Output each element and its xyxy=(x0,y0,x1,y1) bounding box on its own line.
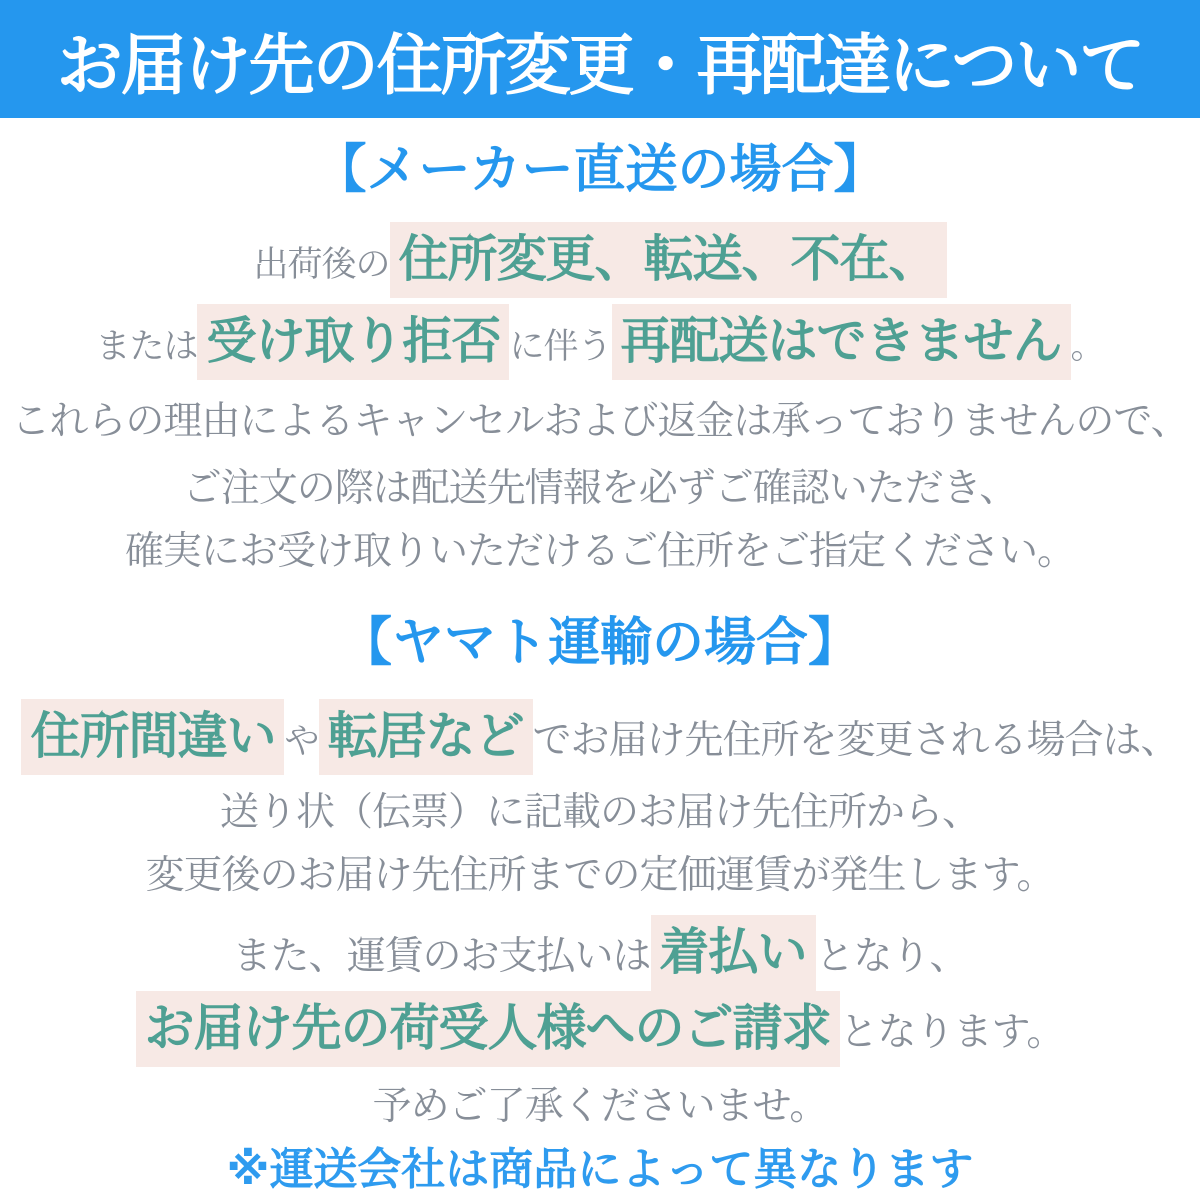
text-run: 送り状（伝票）に記載のお届け先住所から、 xyxy=(219,790,980,835)
page-title-banner xyxy=(0,0,1200,118)
body-line xyxy=(0,466,1200,511)
section-maker-direct xyxy=(0,140,1200,574)
body-line xyxy=(0,312,1200,370)
body-line xyxy=(0,399,1200,444)
body-line xyxy=(0,230,1200,288)
text-run: 確実にお受け取りいただけるご住所をご指定ください。 xyxy=(124,529,1075,574)
text-run: や xyxy=(284,722,319,762)
text-run: となり、 xyxy=(815,934,968,979)
body-line xyxy=(0,707,1200,765)
text-run: また、運賃のお支払いは xyxy=(232,934,651,979)
carrier-disclaimer-note: ※運送会社は商品によって異なります xyxy=(226,1144,974,1195)
text-run: 変更後のお届け先住所までの定価運賃が発生します。 xyxy=(145,853,1055,898)
body-line xyxy=(0,853,1200,898)
body-line xyxy=(0,529,1200,574)
text-run: または xyxy=(95,327,198,367)
section-heading-maker-direct: 【メーカー直送の場合】 xyxy=(314,140,886,200)
highlighted-text-run: お届け先の荷受人様へのご請求 xyxy=(136,991,840,1067)
section-heading-yamato: 【ヤマト運輸の場合】 xyxy=(339,613,860,673)
section-yamato xyxy=(0,613,1200,1129)
body-line xyxy=(0,999,1200,1057)
body-line xyxy=(0,1084,1200,1129)
text-run: に伴う xyxy=(509,327,612,367)
text-run: 予めご了承くださいませ。 xyxy=(372,1084,828,1129)
highlighted-text-run: 転居など xyxy=(319,699,533,775)
highlighted-text-run: 住所間違い xyxy=(21,699,284,775)
body-line xyxy=(0,923,1200,981)
highlighted-text-run: 着払い xyxy=(651,915,816,991)
notice-body xyxy=(0,140,1200,1194)
text-run: でお届け先住所を変更される場合は、 xyxy=(532,718,1179,763)
text-run: これらの理由によるキャンセルおよび返金は承っておりませんので、 xyxy=(11,399,1189,444)
page-title: お届け先の住所変更・再配達について xyxy=(56,26,1144,104)
highlighted-text-run: 再配送はできません xyxy=(612,304,1071,380)
text-run: ご注文の際は配送先情報を必ずご確認いただき、 xyxy=(182,466,1018,511)
text-run: 出荷後の xyxy=(253,245,390,285)
text-run: となります。 xyxy=(839,1010,1065,1055)
text-run: 。 xyxy=(1070,327,1105,367)
highlighted-text-run: 住所変更、転送、不在、 xyxy=(390,222,947,298)
highlighted-text-run: 受け取り拒否 xyxy=(197,304,509,380)
body-line xyxy=(0,790,1200,835)
